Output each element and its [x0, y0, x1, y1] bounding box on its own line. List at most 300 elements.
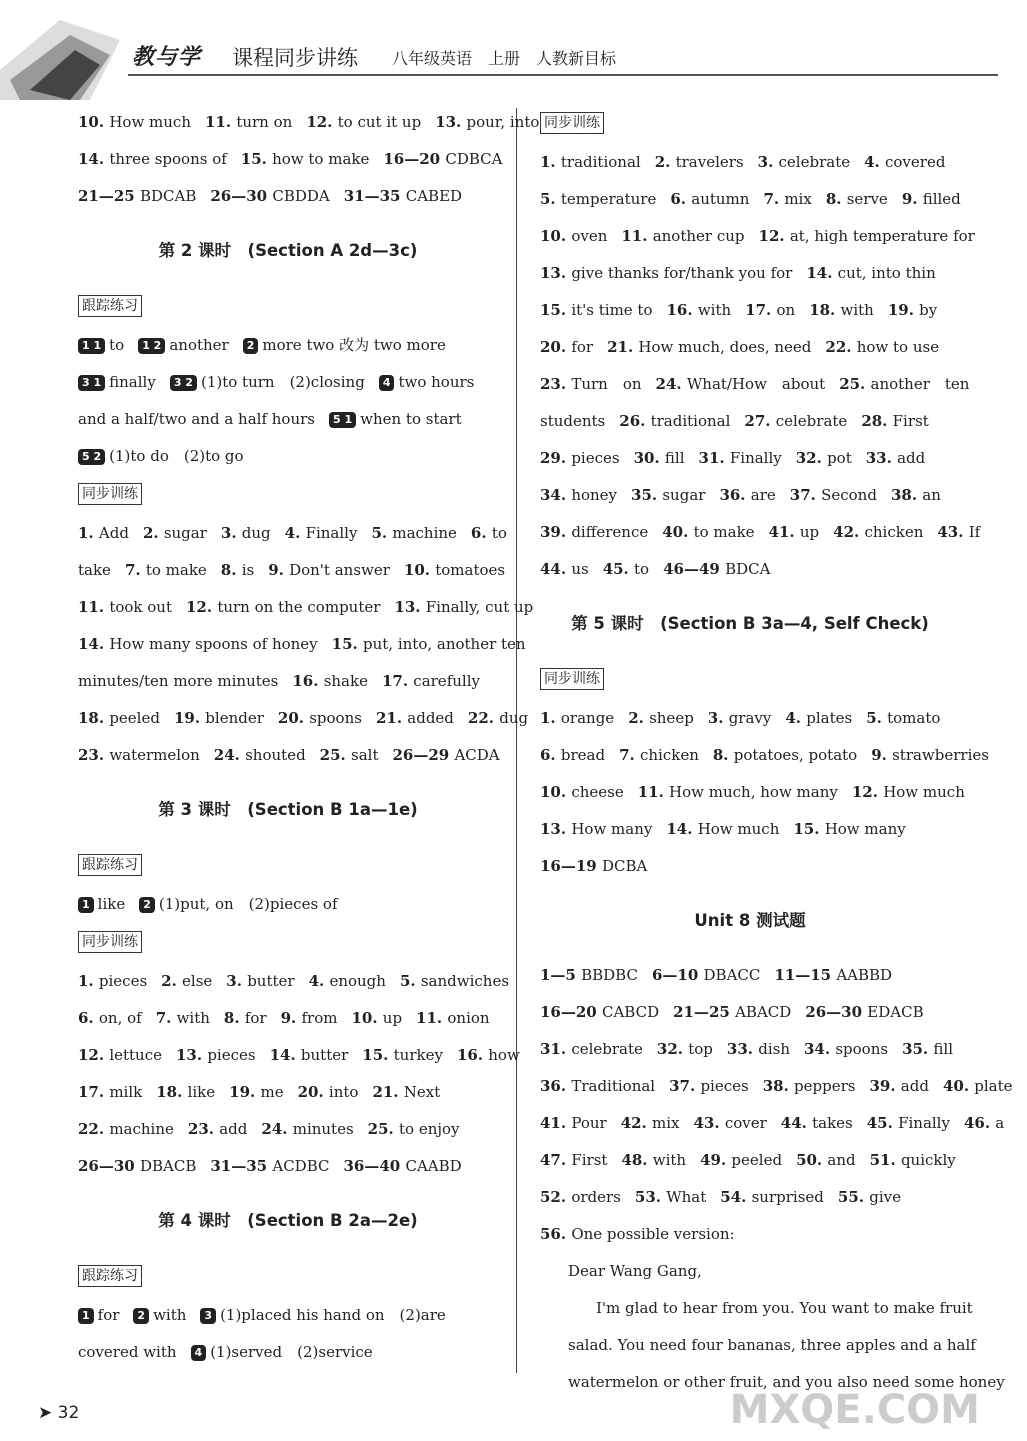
answer-text: potatoes, potato — [733, 746, 858, 764]
header-rule — [128, 74, 998, 76]
item-number: 11—15 — [774, 966, 837, 984]
answer-text: AABBD — [836, 966, 893, 984]
answer-text: First — [892, 412, 929, 430]
left-column — [78, 104, 540, 1371]
item-number: 26—29 — [392, 746, 455, 764]
answer-line — [540, 811, 960, 848]
answer-item — [663, 560, 770, 578]
answer-line — [540, 700, 960, 737]
answer-text: autumn — [691, 190, 750, 208]
answer-text: ACDA — [454, 746, 500, 764]
answer-text: Traditional — [571, 1077, 656, 1095]
answer-text: spoons — [835, 1040, 889, 1058]
answer-item — [344, 187, 462, 205]
item-number: 52. — [540, 1188, 572, 1206]
item-number: 26—30 — [805, 1003, 868, 1021]
answer-text: cut, into thin — [837, 264, 936, 282]
answer-item — [713, 746, 857, 764]
item-number: 35. — [902, 1040, 934, 1058]
answer-item — [666, 820, 779, 838]
answer-item — [210, 187, 329, 205]
answer-item — [619, 746, 699, 764]
letter-line: salad. You need four bananas, three apples and a half — [568, 1336, 976, 1354]
answer-text: pieces — [700, 1077, 749, 1095]
answer-text: Add — [98, 524, 129, 542]
answer-text: covered — [885, 153, 946, 171]
answer-item — [667, 301, 732, 319]
item-number: 26—30 — [210, 187, 273, 205]
item-number: 13. — [176, 1046, 208, 1064]
answer-item — [869, 1077, 928, 1095]
answer-item — [670, 190, 749, 208]
answer-line — [78, 141, 503, 178]
item-number: 42. — [833, 523, 865, 541]
header-decoration — [0, 0, 130, 100]
item-number: 20. — [540, 338, 572, 356]
answer-line — [540, 737, 989, 774]
answer-item — [540, 1188, 621, 1206]
answer-item — [804, 1040, 888, 1058]
item-number: 5. — [371, 524, 393, 542]
answer-text: Pour — [571, 1114, 607, 1132]
item-number: 10. — [540, 783, 572, 801]
item-number: 21. — [607, 338, 639, 356]
item-number: 34. — [540, 486, 572, 504]
item-number: 18. — [78, 709, 110, 727]
answer-text: lettuce — [109, 1046, 162, 1064]
item-number-badge: 4 — [379, 375, 395, 391]
item-number-badge: 2 — [133, 1308, 149, 1324]
answer-item — [394, 598, 533, 616]
item-number: 36. — [719, 486, 751, 504]
answer-text: Turn on — [571, 375, 642, 393]
item-number: 31—35 — [343, 187, 406, 205]
item-number: 19. — [887, 301, 920, 319]
answer-item — [78, 447, 244, 465]
answer-text: travelers — [675, 153, 744, 171]
answer-text: add — [900, 1077, 929, 1095]
answer-item — [457, 1046, 520, 1064]
answer-item — [826, 190, 888, 208]
item-number: 13. — [540, 264, 572, 282]
answer-item — [210, 1157, 329, 1175]
answer-text: tomato — [887, 709, 941, 727]
answer-text: add — [219, 1120, 248, 1138]
item-number: 14. — [78, 635, 110, 653]
answer-text: to — [491, 524, 507, 542]
answer-text: How much — [697, 820, 780, 838]
item-number: 2. — [654, 153, 676, 171]
answer-item — [78, 635, 318, 653]
answer-item — [540, 1040, 643, 1058]
answer-line — [78, 663, 498, 700]
answer-item — [78, 672, 278, 690]
answer-item — [320, 746, 379, 764]
answer-item — [329, 410, 462, 428]
answer-item — [540, 190, 656, 208]
answer-text: One possible version: — [571, 1225, 735, 1243]
answer-item — [838, 1188, 901, 1206]
answer-item — [241, 150, 370, 168]
item-number: 40. — [662, 523, 694, 541]
answer-text: by — [919, 301, 938, 319]
right-column — [540, 104, 1013, 1401]
answer-item — [774, 966, 892, 984]
answer-text: sugar — [163, 524, 207, 542]
answer-item — [78, 709, 160, 727]
answer-text: How much — [109, 113, 191, 131]
answer-text: Second — [821, 486, 877, 504]
item-number: 46—49 — [663, 560, 726, 578]
answer-item — [864, 153, 945, 171]
answer-item — [133, 1306, 186, 1324]
answer-line — [540, 1031, 960, 1068]
answer-item — [540, 709, 614, 727]
answer-text: traditional — [650, 412, 731, 430]
item-number: 45. — [602, 560, 635, 578]
answer-text: (1)to do (2)to go — [109, 447, 244, 465]
answer-item — [866, 709, 940, 727]
exercise-tag-row — [78, 475, 498, 515]
answer-item — [793, 820, 905, 838]
answer-item — [540, 375, 642, 393]
answer-text: pour, into — [466, 113, 540, 131]
answer-text: students — [540, 412, 606, 430]
answer-item — [78, 1306, 119, 1324]
answer-item — [607, 338, 811, 356]
answer-text: to cut it up — [337, 113, 422, 131]
answer-item — [309, 972, 386, 990]
answer-text: How much, how many — [669, 783, 838, 801]
answer-item — [796, 1151, 856, 1169]
item-number-badge: 5 2 — [78, 449, 105, 465]
answer-item — [540, 1225, 735, 1243]
answer-item — [416, 1009, 490, 1027]
answer-item — [833, 523, 923, 541]
item-number: 5. — [399, 972, 421, 990]
answer-text: us — [571, 560, 589, 578]
answer-item — [382, 672, 480, 690]
answer-line — [78, 589, 534, 626]
item-number: 1. — [540, 153, 561, 171]
answer-text: celebrate — [778, 153, 851, 171]
item-number: 31—35 — [210, 1157, 273, 1175]
answer-item — [243, 336, 446, 354]
letter-line: I'm glad to hear from you. You want to make fruit — [596, 1299, 973, 1317]
answer-line — [540, 181, 960, 218]
answer-item — [468, 709, 528, 727]
answer-text: DBACB — [139, 1157, 197, 1175]
answer-text: into — [328, 1083, 359, 1101]
answer-line — [78, 438, 498, 475]
answer-item — [268, 561, 390, 579]
item-number-badge: 1 — [78, 1308, 94, 1324]
answer-item — [471, 524, 507, 542]
answer-text: turkey — [393, 1046, 443, 1064]
item-number: 26—30 — [78, 1157, 140, 1175]
answer-text: What — [666, 1188, 707, 1206]
answer-text: watermelon — [109, 746, 200, 764]
answer-text: takes — [812, 1114, 853, 1132]
answer-text: from — [301, 1009, 338, 1027]
answer-text: are — [750, 486, 776, 504]
item-number: 23. — [78, 746, 110, 764]
item-number: 11. — [205, 113, 237, 131]
answer-text: surprised — [751, 1188, 824, 1206]
answer-line — [78, 1074, 498, 1111]
answer-item — [871, 746, 989, 764]
answer-text: spoons — [309, 709, 362, 727]
item-number: 8. — [825, 190, 847, 208]
item-number: 10. — [403, 561, 436, 579]
answer-item — [371, 524, 456, 542]
answer-text: serve — [846, 190, 888, 208]
item-number: 2. — [161, 972, 183, 990]
answer-text: shake — [323, 672, 368, 690]
item-number: 10. — [78, 113, 110, 131]
answer-item — [540, 1003, 659, 1021]
answer-text: If — [968, 523, 981, 541]
item-number-badge: 2 — [139, 897, 155, 913]
answer-item — [78, 598, 172, 616]
answer-item — [78, 561, 111, 579]
answer-item — [719, 486, 775, 504]
answer-text: Next — [403, 1083, 441, 1101]
header-subtitle: 八年级英语 上册 人教新目标 — [392, 49, 617, 68]
exercise-tag: 同步训练 — [78, 931, 142, 953]
answer-text: dug — [499, 709, 529, 727]
answer-text: on — [776, 301, 796, 319]
item-number: 21. — [375, 709, 408, 727]
exercise-tag-row — [78, 923, 498, 963]
item-number: 15. — [540, 301, 572, 319]
answer-text: peppers — [794, 1077, 856, 1095]
item-number: 49. — [700, 1151, 732, 1169]
answer-line — [78, 626, 526, 663]
answer-item — [351, 1009, 402, 1027]
answer-item — [943, 1077, 1013, 1095]
answer-item — [383, 150, 502, 168]
answer-text: How much — [883, 783, 965, 801]
letter-line: watermelon or other fruit, and you also need some honey — [568, 1373, 1005, 1391]
item-number: 15. — [362, 1046, 394, 1064]
answer-item — [759, 227, 975, 245]
item-number: 55. — [837, 1188, 870, 1206]
answer-item — [540, 746, 605, 764]
answer-text: else — [182, 972, 213, 990]
answer-text: mix — [652, 1114, 680, 1132]
answer-line — [540, 1179, 960, 1216]
answer-text: mix — [784, 190, 812, 208]
answer-text: two hours — [398, 373, 475, 391]
answer-text: give thanks for/thank you for — [571, 264, 793, 282]
answer-text: celebrate — [775, 412, 848, 430]
answer-item — [669, 1077, 749, 1095]
item-number: 39. — [540, 523, 572, 541]
answer-text: quickly — [900, 1151, 956, 1169]
answer-text: strawberries — [892, 746, 989, 764]
item-number: 15. — [331, 635, 363, 653]
answer-text: cheese — [571, 783, 624, 801]
answer-text: dug — [241, 524, 271, 542]
answer-text: to make — [145, 561, 207, 579]
answer-text: BDCA — [725, 560, 771, 578]
answer-text: and a half/two and a half hours — [78, 410, 315, 428]
answer-item — [744, 412, 847, 430]
answer-line — [78, 1297, 498, 1334]
item-number: 26. — [619, 412, 651, 430]
answer-text: (1)put, on (2)pieces of — [158, 895, 338, 913]
answer-item — [221, 561, 254, 579]
item-number: 7. — [763, 190, 785, 208]
answer-item — [362, 1046, 443, 1064]
answer-text: top — [688, 1040, 713, 1058]
item-number: 34. — [804, 1040, 836, 1058]
answer-line — [78, 1037, 520, 1074]
item-number: 35. — [631, 486, 663, 504]
answer-line — [78, 737, 498, 774]
answer-text: First — [571, 1151, 608, 1169]
answer-text: cover — [724, 1114, 767, 1132]
answer-line — [540, 292, 960, 329]
answer-text: took out — [109, 598, 172, 616]
item-number: 50. — [796, 1151, 828, 1169]
answer-item — [343, 1157, 461, 1175]
answer-line — [540, 255, 960, 292]
answer-item — [540, 486, 617, 504]
answer-line — [540, 551, 960, 588]
answer-text: DBACC — [703, 966, 761, 984]
answer-text: a — [995, 1114, 1005, 1132]
answer-text: fill — [933, 1040, 953, 1058]
answer-item — [708, 709, 772, 727]
item-number: 41. — [768, 523, 800, 541]
answer-text: pieces — [98, 972, 148, 990]
item-number: 54. — [720, 1188, 752, 1206]
answer-text: how to make — [272, 150, 370, 168]
answer-text: pieces — [571, 449, 620, 467]
item-number: 4. — [864, 153, 885, 171]
answer-line — [540, 440, 960, 477]
answer-item — [285, 524, 358, 542]
answer-item — [281, 1009, 338, 1027]
item-number: 24. — [213, 746, 246, 764]
watermark: MXQE.COM — [729, 1387, 980, 1433]
answer-item — [852, 783, 965, 801]
answer-text: with — [652, 1151, 687, 1169]
item-number: 5. — [866, 709, 888, 727]
item-number: 13. — [435, 113, 467, 131]
answer-text: carefully — [413, 672, 480, 690]
item-number: 6. — [78, 1009, 99, 1027]
answer-item — [888, 301, 937, 319]
answer-item — [404, 561, 505, 579]
answer-line — [540, 1216, 960, 1253]
answer-item — [379, 373, 475, 391]
answer-text: butter — [300, 1046, 349, 1064]
item-number: 17. — [381, 672, 414, 690]
exercise-tag-row — [540, 660, 960, 700]
answer-text: tomatoes — [435, 561, 506, 579]
answer-text: CABCD — [601, 1003, 660, 1021]
answer-text: give — [869, 1188, 901, 1206]
section-heading: 第 2 课时 (Section A 2d—3c) — [158, 241, 418, 260]
item-number: 42. — [620, 1114, 653, 1132]
item-number: 22. — [825, 338, 857, 356]
answer-item — [540, 783, 624, 801]
answer-item — [603, 560, 649, 578]
answer-item — [867, 1114, 950, 1132]
answer-item — [200, 1306, 445, 1324]
exercise-tag-row — [78, 1257, 498, 1297]
item-number: 17. — [78, 1083, 110, 1101]
answer-line — [78, 104, 540, 141]
item-number: 9. — [901, 190, 923, 208]
answer-item — [78, 150, 227, 168]
item-number: 33. — [726, 1040, 759, 1058]
item-number: 16. — [666, 301, 698, 319]
item-number: 43. — [937, 523, 969, 541]
answer-text: with — [840, 301, 874, 319]
item-number: 10. — [351, 1009, 383, 1027]
section-heading: Unit 8 测试题 — [694, 911, 806, 930]
answer-item — [540, 820, 652, 838]
answer-text: How much, does, need — [638, 338, 812, 356]
answer-item — [866, 449, 925, 467]
answer-text: with — [697, 301, 732, 319]
answer-item — [540, 227, 607, 245]
answer-text: with — [153, 1306, 187, 1324]
item-number: 46. — [963, 1114, 996, 1132]
answer-item — [78, 187, 196, 205]
answer-line — [78, 364, 498, 401]
item-number: 27. — [744, 412, 776, 430]
answer-text: orders — [571, 1188, 621, 1206]
answer-line — [540, 218, 975, 255]
answer-text: machine — [392, 524, 457, 542]
item-number: 10. — [540, 227, 572, 245]
item-number: 16. — [456, 1046, 489, 1064]
answer-text: CAABD — [405, 1157, 462, 1175]
item-number: 23. — [540, 375, 572, 393]
answer-item — [638, 783, 838, 801]
answer-item — [540, 449, 620, 467]
answer-item — [78, 410, 315, 428]
item-number: 32. — [795, 449, 828, 467]
answer-item — [964, 1114, 1004, 1132]
answer-text: at, high temperature for — [789, 227, 975, 245]
item-number: 3. — [226, 972, 248, 990]
answer-line — [78, 1000, 498, 1037]
answer-item — [540, 1114, 607, 1132]
answer-item — [540, 1077, 655, 1095]
answer-item — [635, 1188, 706, 1206]
item-number: 3. — [220, 524, 242, 542]
answer-text: turn on the computer — [217, 598, 381, 616]
item-number: 53. — [634, 1188, 667, 1206]
answer-text: up — [799, 523, 820, 541]
item-number: 1. — [78, 972, 99, 990]
item-number: 44. — [780, 1114, 813, 1132]
item-number: 12. — [78, 1046, 110, 1064]
answer-item — [790, 486, 877, 504]
answer-text: CABED — [405, 187, 463, 205]
answer-line — [540, 1068, 1013, 1105]
item-number: 12. — [758, 227, 790, 245]
answer-item — [656, 375, 826, 393]
item-number-badge: 3 2 — [170, 375, 197, 391]
answer-item — [278, 709, 362, 727]
